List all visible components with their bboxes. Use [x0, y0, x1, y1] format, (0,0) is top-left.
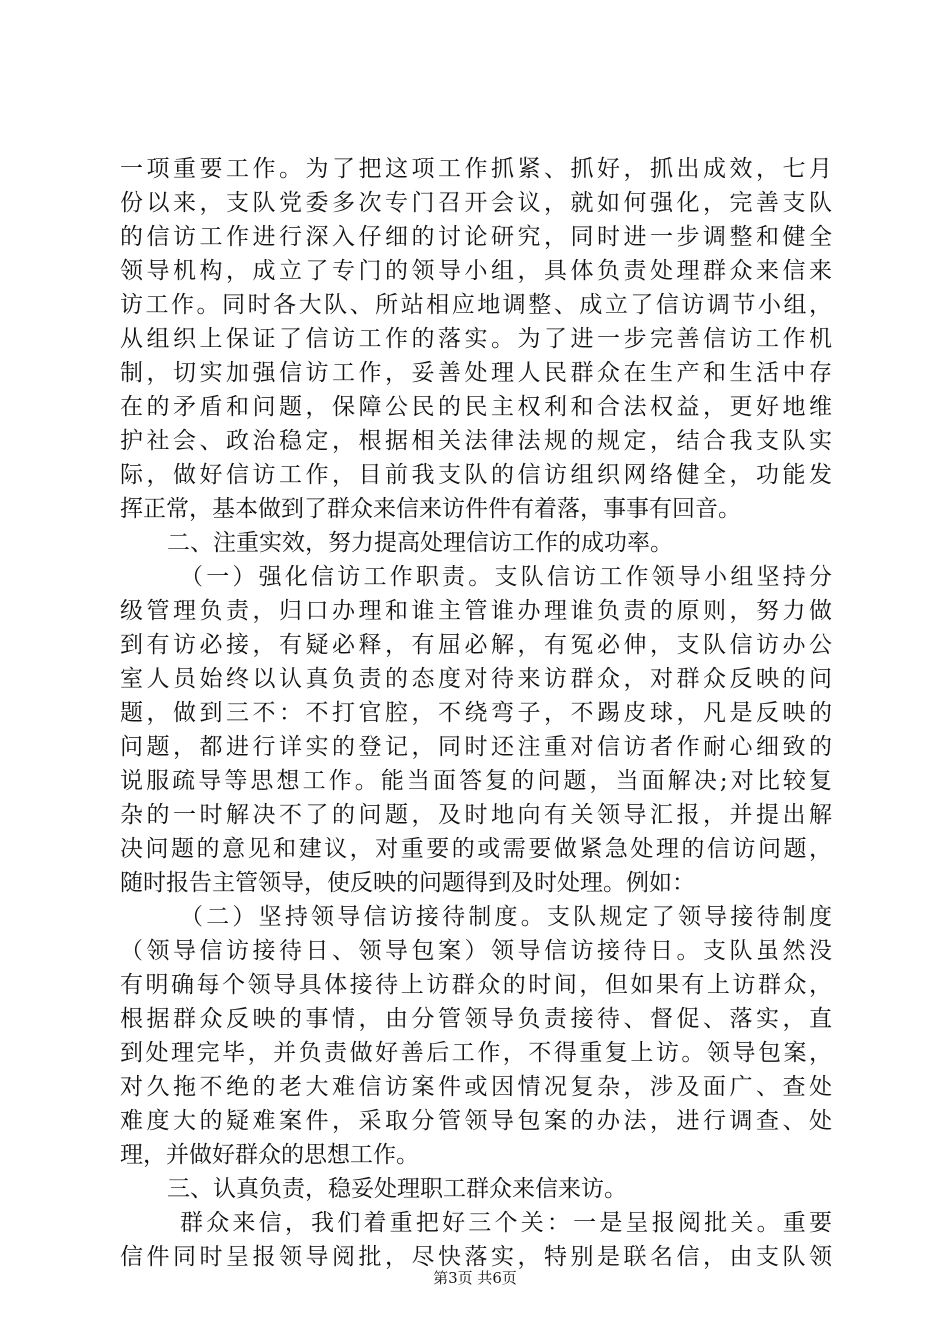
- text-line: （领导信访接待日、领导包案）领导信访接待日。支队虽然没: [120, 938, 832, 964]
- text-line: 决问题的意见和建议，对重要的或需要做紧急处理的信访问题，: [120, 836, 832, 862]
- text-line: 从组织上保证了信访工作的落实。为了进一步完善信访工作机: [120, 326, 832, 352]
- text-line: 群众来信，我们着重把好三个关：一是呈报阅批关。重要: [180, 1210, 832, 1236]
- text-line: 说服疏导等思想工作。能当面答复的问题，当面解决;对比较复: [120, 768, 832, 794]
- text-line: 领导机构，成立了专门的领导小组，具体负责处理群众来信来: [120, 258, 832, 284]
- text-line: 到处理完毕，并负责做好善后工作，不得重复上访。领导包案，: [120, 1040, 832, 1066]
- text-line: 室人员始终以认真负责的态度对待来访群众，对群众反映的问: [120, 666, 832, 692]
- text-line: 杂的一时解决不了的问题，及时地向有关领导汇报，并提出解: [120, 802, 832, 828]
- text-line: 级管理负责，归口办理和谁主管谁办理谁负责的原则，努力做: [120, 598, 832, 624]
- text-line: 三、认真负责，稳妥处理职工群众来信来访。: [167, 1176, 627, 1202]
- text-line: 题，做到三不：不打官腔，不绕弯子，不踢皮球，凡是反映的: [120, 700, 832, 726]
- text-line: 护社会、政治稳定，根据相关法律法规的规定，结合我支队实: [120, 428, 832, 454]
- text-line: 份以来，支队党委多次专门召开会议，就如何强化，完善支队: [120, 190, 832, 216]
- text-line: 理，并做好群众的思想工作。: [120, 1142, 419, 1168]
- text-line: 根据群众反映的事情，由分管领导负责接待、督促、落实，直: [120, 1006, 832, 1032]
- text-line: 际，做好信访工作，目前我支队的信访组织网络健全，功能发: [120, 462, 832, 488]
- text-line: 难度大的疑难案件，采取分管领导包案的办法，进行调查、处: [120, 1108, 832, 1134]
- text-line: （一）强化信访工作职责。支队信访工作领导小组坚持分: [180, 564, 832, 590]
- text-line: 访工作。同时各大队、所站相应地调整、成立了信访调节小组，: [120, 292, 832, 318]
- text-line: 随时报告主管领导，使反映的问题得到及时处理。例如：: [120, 870, 695, 896]
- text-line: （二）坚持领导信访接待制度。支队规定了领导接待制度: [180, 904, 832, 930]
- text-line: 有明确每个领导具体接待上访群众的时间，但如果有上访群众，: [120, 972, 832, 998]
- text-line: 制，切实加强信访工作，妥善处理人民群众在生产和生活中存: [120, 360, 832, 386]
- text-line: 一项重要工作。为了把这项工作抓紧、抓好，抓出成效，七月: [120, 156, 832, 182]
- text-line: 的信访工作进行深入仔细的讨论研究，同时进一步调整和健全: [120, 224, 832, 250]
- text-line: 对久拖不绝的老大难信访案件或因情况复杂，涉及面广、查处: [120, 1074, 832, 1100]
- page-number-footer: 第3页 共6页: [433, 1269, 517, 1287]
- document-body: [120, 152, 832, 1274]
- text-line: 信件同时呈报领导阅批，尽快落实，特别是联名信，由支队领: [120, 1244, 832, 1270]
- text-line: 在的矛盾和问题，保障公民的民主权利和合法权益，更好地维: [120, 394, 832, 420]
- text-line: 挥正常，基本做到了群众来信来访件件有着落，事事有回音。: [120, 496, 741, 522]
- text-line: 二、注重实效，努力提高处理信访工作的成功率。: [167, 530, 673, 556]
- text-line: 到有访必接，有疑必释，有屈必解，有冤必伸，支队信访办公: [120, 632, 832, 658]
- text-line: 问题，都进行详实的登记，同时还注重对信访者作耐心细致的: [120, 734, 832, 760]
